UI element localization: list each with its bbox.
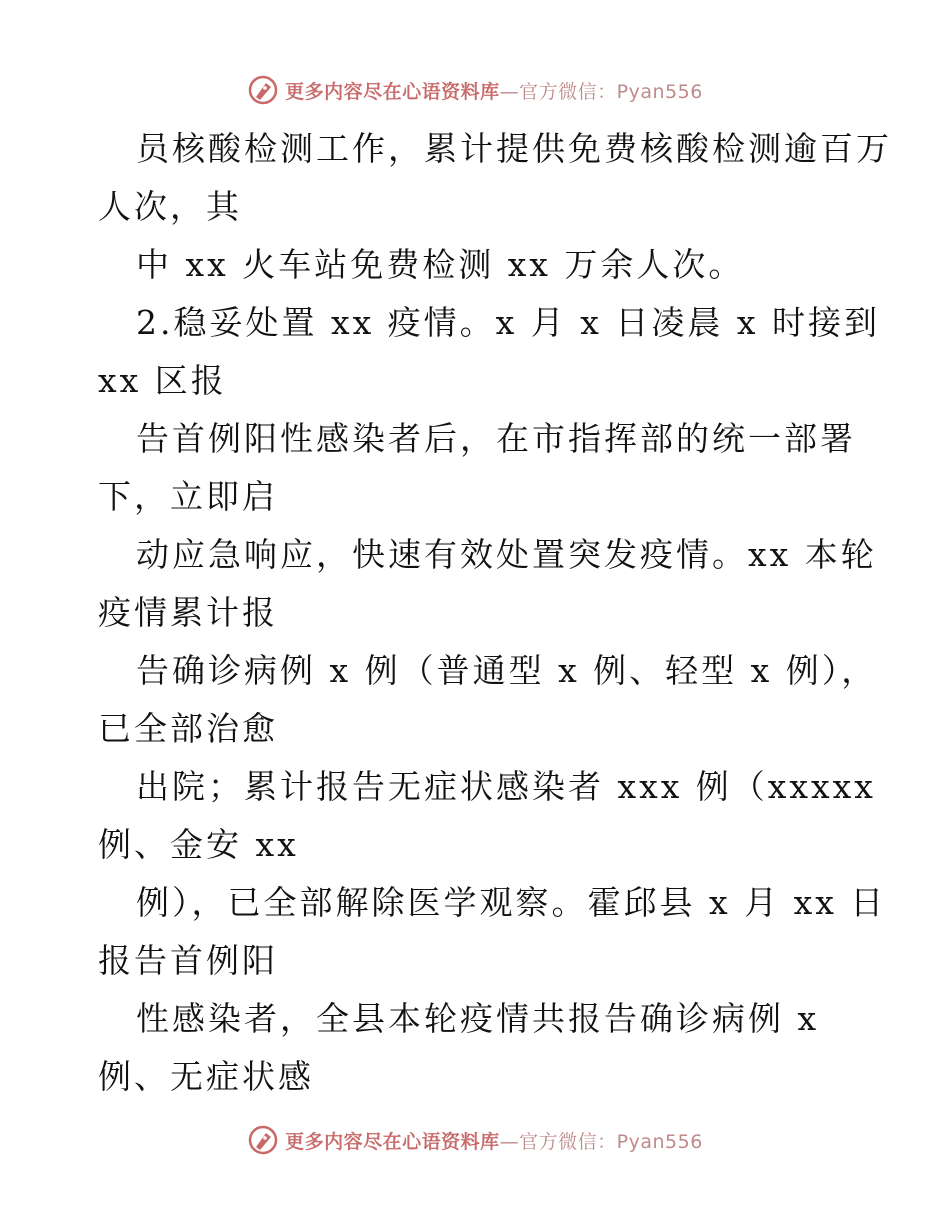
watermark-separator: — <box>499 80 520 103</box>
pen-nib-logo-icon <box>247 1124 279 1156</box>
body-line: 告首例阳性感染者后，在市指挥部的统一部署 <box>136 419 856 458</box>
body-line: 例），已全部解除医学观察。霍邱县 x 月 xx 日 <box>136 883 887 922</box>
watermark-contact: 官方微信：Pyan556 <box>519 1130 703 1153</box>
body-line: 告确诊病例 x 例（普通型 x 例、轻型 x 例）， <box>136 651 878 690</box>
watermark-text <box>285 77 703 104</box>
body-line: 下，立即启 <box>98 477 278 516</box>
body-line: 报告首例阳 <box>98 941 278 980</box>
watermark-brand: 更多内容尽在心语资料库 <box>285 80 500 103</box>
header-watermark <box>0 70 950 110</box>
body-line: 性感染者，全县本轮疫情共报告确诊病例 x <box>136 999 820 1038</box>
body-line: 已全部治愈 <box>98 709 278 748</box>
watermark-separator: — <box>499 1130 520 1153</box>
body-line: 中 xx 火车站免费检测 xx 万余人次。 <box>136 245 745 284</box>
body-line: xx 区报 <box>98 361 227 400</box>
body-line: 人次，其 <box>98 187 242 226</box>
body-line: 2.稳妥处置 xx 疫情。x 月 x 日凌晨 x 时接到 <box>136 303 880 342</box>
body-line: 动应急响应，快速有效处置突发疫情。xx 本轮 <box>136 535 877 574</box>
body-line: 例、无症状感 <box>98 1057 314 1096</box>
body-line: 员核酸检测工作，累计提供免费核酸检测逾百万 <box>136 129 892 168</box>
watermark-brand: 更多内容尽在心语资料库 <box>285 1130 500 1153</box>
watermark-text <box>285 1127 703 1154</box>
body-line: 疫情累计报 <box>98 593 278 632</box>
body-line: 例、金安 xx <box>98 825 299 864</box>
body-line: 出院；累计报告无症状感染者 xxx 例（xxxxx <box>136 767 876 806</box>
pen-nib-logo-icon <box>247 74 279 106</box>
document-body <box>98 120 892 1106</box>
footer-watermark <box>0 1120 950 1160</box>
watermark-contact: 官方微信：Pyan556 <box>519 80 703 103</box>
